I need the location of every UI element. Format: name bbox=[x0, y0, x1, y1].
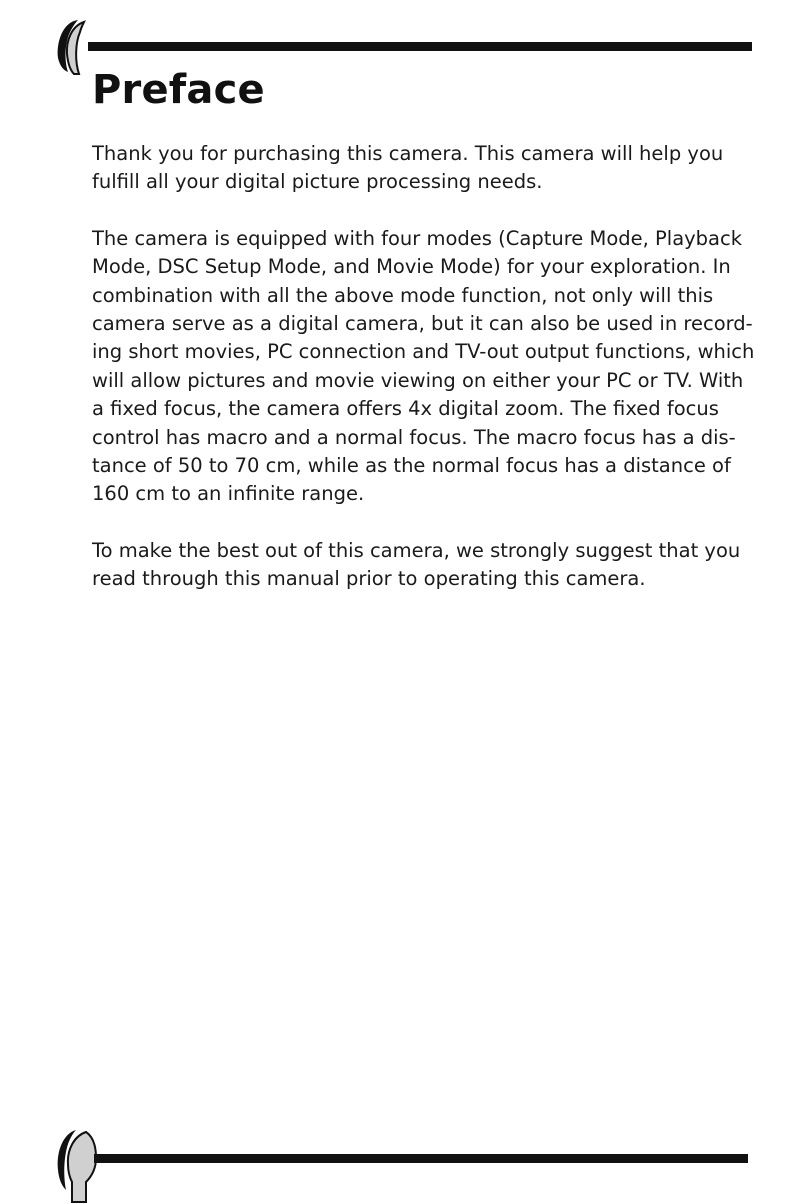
text-line: To make the best out of this camera, we strongly suggest that you bbox=[92, 538, 741, 562]
text-line: The camera is equipped with four modes (Capture Mode, Playback bbox=[92, 226, 743, 250]
paragraph-intro bbox=[92, 140, 732, 197]
text-line: Thank you for purchasing this camera. This camera will help you bbox=[92, 142, 724, 165]
bottom-rule-ornament bbox=[0, 1124, 808, 1204]
text-line: control has macro and a normal focus. The macro focus has a dis- bbox=[92, 425, 736, 449]
text-line: 160 cm to an infinite range. bbox=[92, 482, 365, 506]
text-line: camera serve as a digital camera, but it can also be used in record- bbox=[92, 312, 753, 336]
paragraph-recommendation bbox=[92, 537, 741, 594]
text-line: tance of 50 to 70 cm, while as the normal focus has a distance of bbox=[92, 454, 731, 478]
text-line: a fixed focus, the camera offers 4x digital zoom. The fixed focus bbox=[92, 397, 719, 421]
text-line: combination with all the above mode function, not only will this bbox=[92, 283, 714, 307]
text-line: read through this manual prior to operating this camera. bbox=[92, 567, 646, 591]
text-line: fulfill all your digital picture processing needs. bbox=[92, 170, 543, 194]
page-title: Preface bbox=[92, 67, 265, 113]
preface-body bbox=[92, 140, 755, 622]
text-line: will allow pictures and movie viewing on either your PC or TV. With bbox=[92, 368, 744, 392]
text-line: Mode, DSC Setup Mode, and Movie Mode) for your exploration. In bbox=[92, 255, 731, 279]
paragraph-modes bbox=[92, 225, 755, 509]
text-line: ing short movies, PC connection and TV-out output functions, which bbox=[92, 340, 755, 364]
